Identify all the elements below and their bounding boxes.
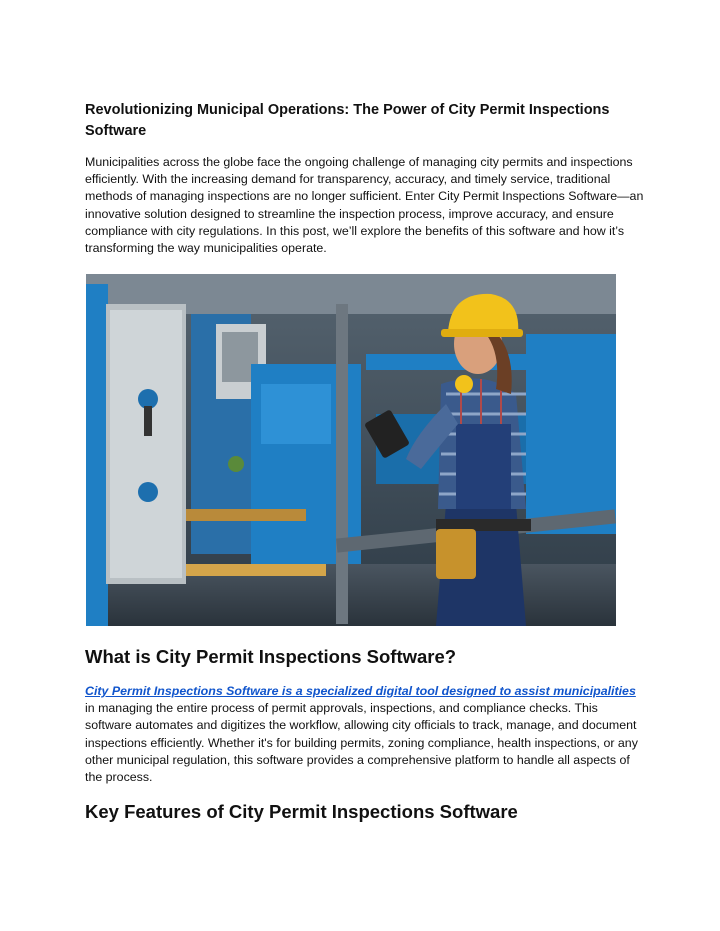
- intro-paragraph: Municipalities across the globe face the ongoing challenge of managing city permits and inspections efficiently. With the increasing demand for transparency, accuracy, and timely service, traditional methods of managing inspections are no longer sufficient. Enter City Permit Inspections Software—an innovative solution designed to streamline the inspection process, improve accuracy, and ensure compliance with city regulations. In this post, we’ll explore the benefits of this software and how it’s transforming the way municipalities operate.: [85, 155, 644, 256]
- software-link[interactable]: City Permit Inspections Software is a specialized digital tool designed to assist municipalities: [85, 684, 636, 698]
- factory-worker-photo: [86, 274, 616, 626]
- section-body-text: in managing the entire process of permit approvals, inspections, and compliance checks. This software automates and digitizes the workflow, allowing city officials to track, manage, and document inspections efficiently. Whether it's for building permits, zoning compliance, health inspections, or any other municipal regulation, this software provides a comprehensive platform to handle all aspects of the process.: [85, 701, 638, 785]
- section-paragraph-what-is: [85, 683, 640, 786]
- section-heading-key-features: Key Features of City Permit Inspections Software: [85, 801, 518, 822]
- section-heading-what-is: What is City Permit Inspections Software?: [85, 646, 457, 667]
- article-title: Revolutionizing Municipal Operations: The Power of City Permit Inspections Software: [85, 102, 610, 139]
